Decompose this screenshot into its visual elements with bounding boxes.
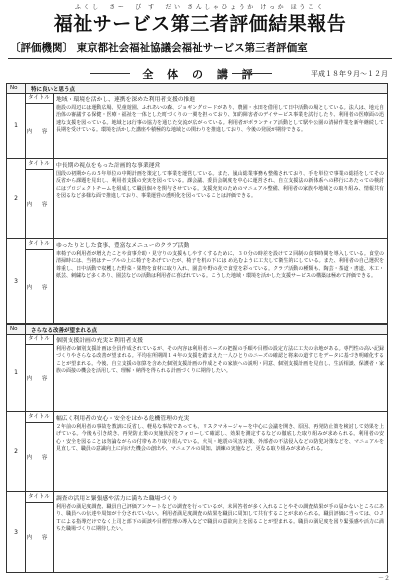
evaluation-period: 平成１８年９月～１２月 — [311, 70, 388, 78]
item-title: 中長期の視点をもった計画的な事業運営 — [56, 163, 161, 169]
item-number: 3 — [7, 492, 26, 572]
body-label: 内 容 — [25, 249, 54, 324]
table-row — [7, 492, 387, 572]
table-row — [7, 93, 387, 159]
item-body: ２年前の利用者の事故を教訓に反省し、軽易な事故であっても、リスクマネージャーを中心に会議を開き、原因、再発防止策を検討して効果を上げている。今後も引き続き、再発防止策の実施状況をフォローして確認し、効果を測定するなどの徹底した取り組みが求められる。利用者の安心・安全を図ることは勿論ながらの付帯もあり取り組んでいる。火災・地震の災害対策、外部者の不法侵入などの防犯対策などを、マニュアルを見直して、職員の意識向上に向けた機会の創出や、マニュアルの周知、訓練の実施など、更なる取り組みが求められる。 — [56, 424, 384, 453]
item-body: 施設の周辺には運動広場、児童遊園、ふれあいの森、ジョギングロードがあり、農園・水田を借用して日中活動の場としている。法人は、地元自治体の審議する保健・医療・福祉を一体とした町づくりの一翼を担っており、知的障害者のデイサービス事業を試行したり、利用者の医療面の迅速な支援を図っている。地域とは行事の協力を通じた交流が広がっている。利用者がボランティア活動として駅や公園の清掃作業を新年継続して長期を受けている。環境を活かした講座や積極的な地域との関わりを推進しており、今後の発展が期待できる。 — [56, 105, 384, 134]
body-label: 内 容 — [25, 103, 54, 159]
item-number: 1 — [7, 93, 26, 158]
body-label: 内 容 — [25, 344, 54, 412]
table-row — [7, 239, 387, 324]
section-heading: 全 体 の 講 評 — [142, 68, 258, 81]
title-label: タイトル — [25, 159, 54, 170]
item-number: 2 — [7, 412, 26, 491]
review-table — [6, 83, 388, 573]
body-label: 内 容 — [25, 169, 54, 239]
body-label: 内 容 — [25, 422, 54, 492]
body-label: 内 容 — [25, 502, 54, 572]
item-body: 利用者の個別支援計画は全員作成されているが、その内容は利用者ニーズの把握の手順や目標の設定方法に工夫の余地がある。専門性の高い記録づくりやさらなる改善が望まれる。平均在所期間１４年の支援を踏まえた一人ひとりのニーズの確認と将来の道すじをデータに基づき明確化することが望まれる。今後、自立支援の加算を含めた個別支援計画の作成とその家族への説明・同意、個別支援計画を見直し、生活相談、保護者・家族の面接の機会を活用して、理解・納得を得られる計画づくりに期待したい。 — [56, 346, 384, 375]
title-label: タイトル — [25, 239, 54, 250]
item-body: 利用者の満足度調査、職員自己評価アンケートなどの調査を行っているが、未回答者が多く入れることやその調査結果が手の届かないところにあり、職員への伝達や周知が十分されていない。利用者満足度調査の結果を職員に周知して共有することが求められる。職員評価に当っては、ＯＪＴによる指導だけでなく上司と部下の面談や目標管理の導入などで職員の意欲向上を図ることが望まれる。職員の満足度を図り緊張感や活力に満ちた職場づくりに期待したい。 — [56, 504, 384, 533]
title-label: タイトル — [25, 412, 54, 423]
item-body: 国段の初期からの５年単位の中期計画を策定して事業を運営している。また、嵐山総業事務も整備されており、手を単位で事業の総括をしてその反省から課題を見出し、利用者支援の充実を図っている。課会議、委員会制度を中心に運営され、自立支援法の新体系への移行にあたっての検討にはプロジェクトチームを組成して職員個々を関与させている。支援充実のためのマニュアル整備、利用者の家族や地域との取り組み、情報共有を図るなど多様な面で推進しており、事業運営の透明化を図っていることは評価できる。 — [56, 171, 384, 200]
page-number: －２ — [377, 575, 390, 582]
item-body: 車椅子の利用者が増えたことや食事介助・見守りの支援もしやすくするために、３０分の時差を設けて２回制の食事時間を導入している。食堂の清掃時には、当初はテーブルの上に椅子をあげていたが、椅子を机の下には め込むように工夫して衛生的にしている。また、利用者の自己選択を尊重し、日中活動で収穫した野菜・果物を食材に取り入れ、園芸や野の花で食堂を彩っている。クラブ活動の種類も、陶芸・茶道・書道、木工・紙芸、刺繍など多くあり、園芸などの活動は利用者に喜ばれている。こうした地域・環境を活かした支援サービスの構築は極めて評価できる。 — [56, 251, 384, 280]
header-rule — [8, 58, 392, 59]
item-title: 個別支援計画の充実と利用者支援 — [56, 338, 143, 344]
item-number: 3 — [7, 239, 26, 323]
col-no: No — [10, 326, 18, 332]
item-title: 調査の活用と緊張感や活力に満ちた職場づくり — [56, 496, 178, 502]
item-number: 2 — [7, 159, 26, 238]
item-number: 1 — [7, 334, 26, 411]
evaluator-org: 〔評価機関〕 東京都社会福祉協議会福祉サービス第三者評価室 — [10, 42, 308, 54]
title-label: タイトル — [25, 93, 54, 104]
item-title: 地域・環境を活かし、連携を深めた利用者支援の推進 — [56, 97, 196, 103]
group-title: さらなる改善が望まれる点 — [31, 328, 98, 334]
title-ruby: ふくし さー び す だい さんしゃひょうか けっか ほうこく — [74, 4, 326, 11]
title-label: タイトル — [25, 334, 54, 345]
table-row — [7, 412, 387, 492]
table-row — [7, 159, 387, 239]
table-row — [7, 334, 387, 412]
section-header — [0, 66, 400, 80]
item-title: 幅広く利用者の安心・安全をはかる危機管理の充実 — [56, 416, 190, 422]
group-title: 特に良いと思う点 — [31, 87, 76, 93]
page-title: 福祉サービス第三者評価結果報告 — [53, 13, 347, 35]
title-label: タイトル — [25, 492, 54, 503]
col-no: No — [10, 85, 18, 91]
item-title: ゆったりとした食事、豊富なメニューのクラブ活動 — [56, 243, 190, 249]
divider — [232, 73, 272, 74]
